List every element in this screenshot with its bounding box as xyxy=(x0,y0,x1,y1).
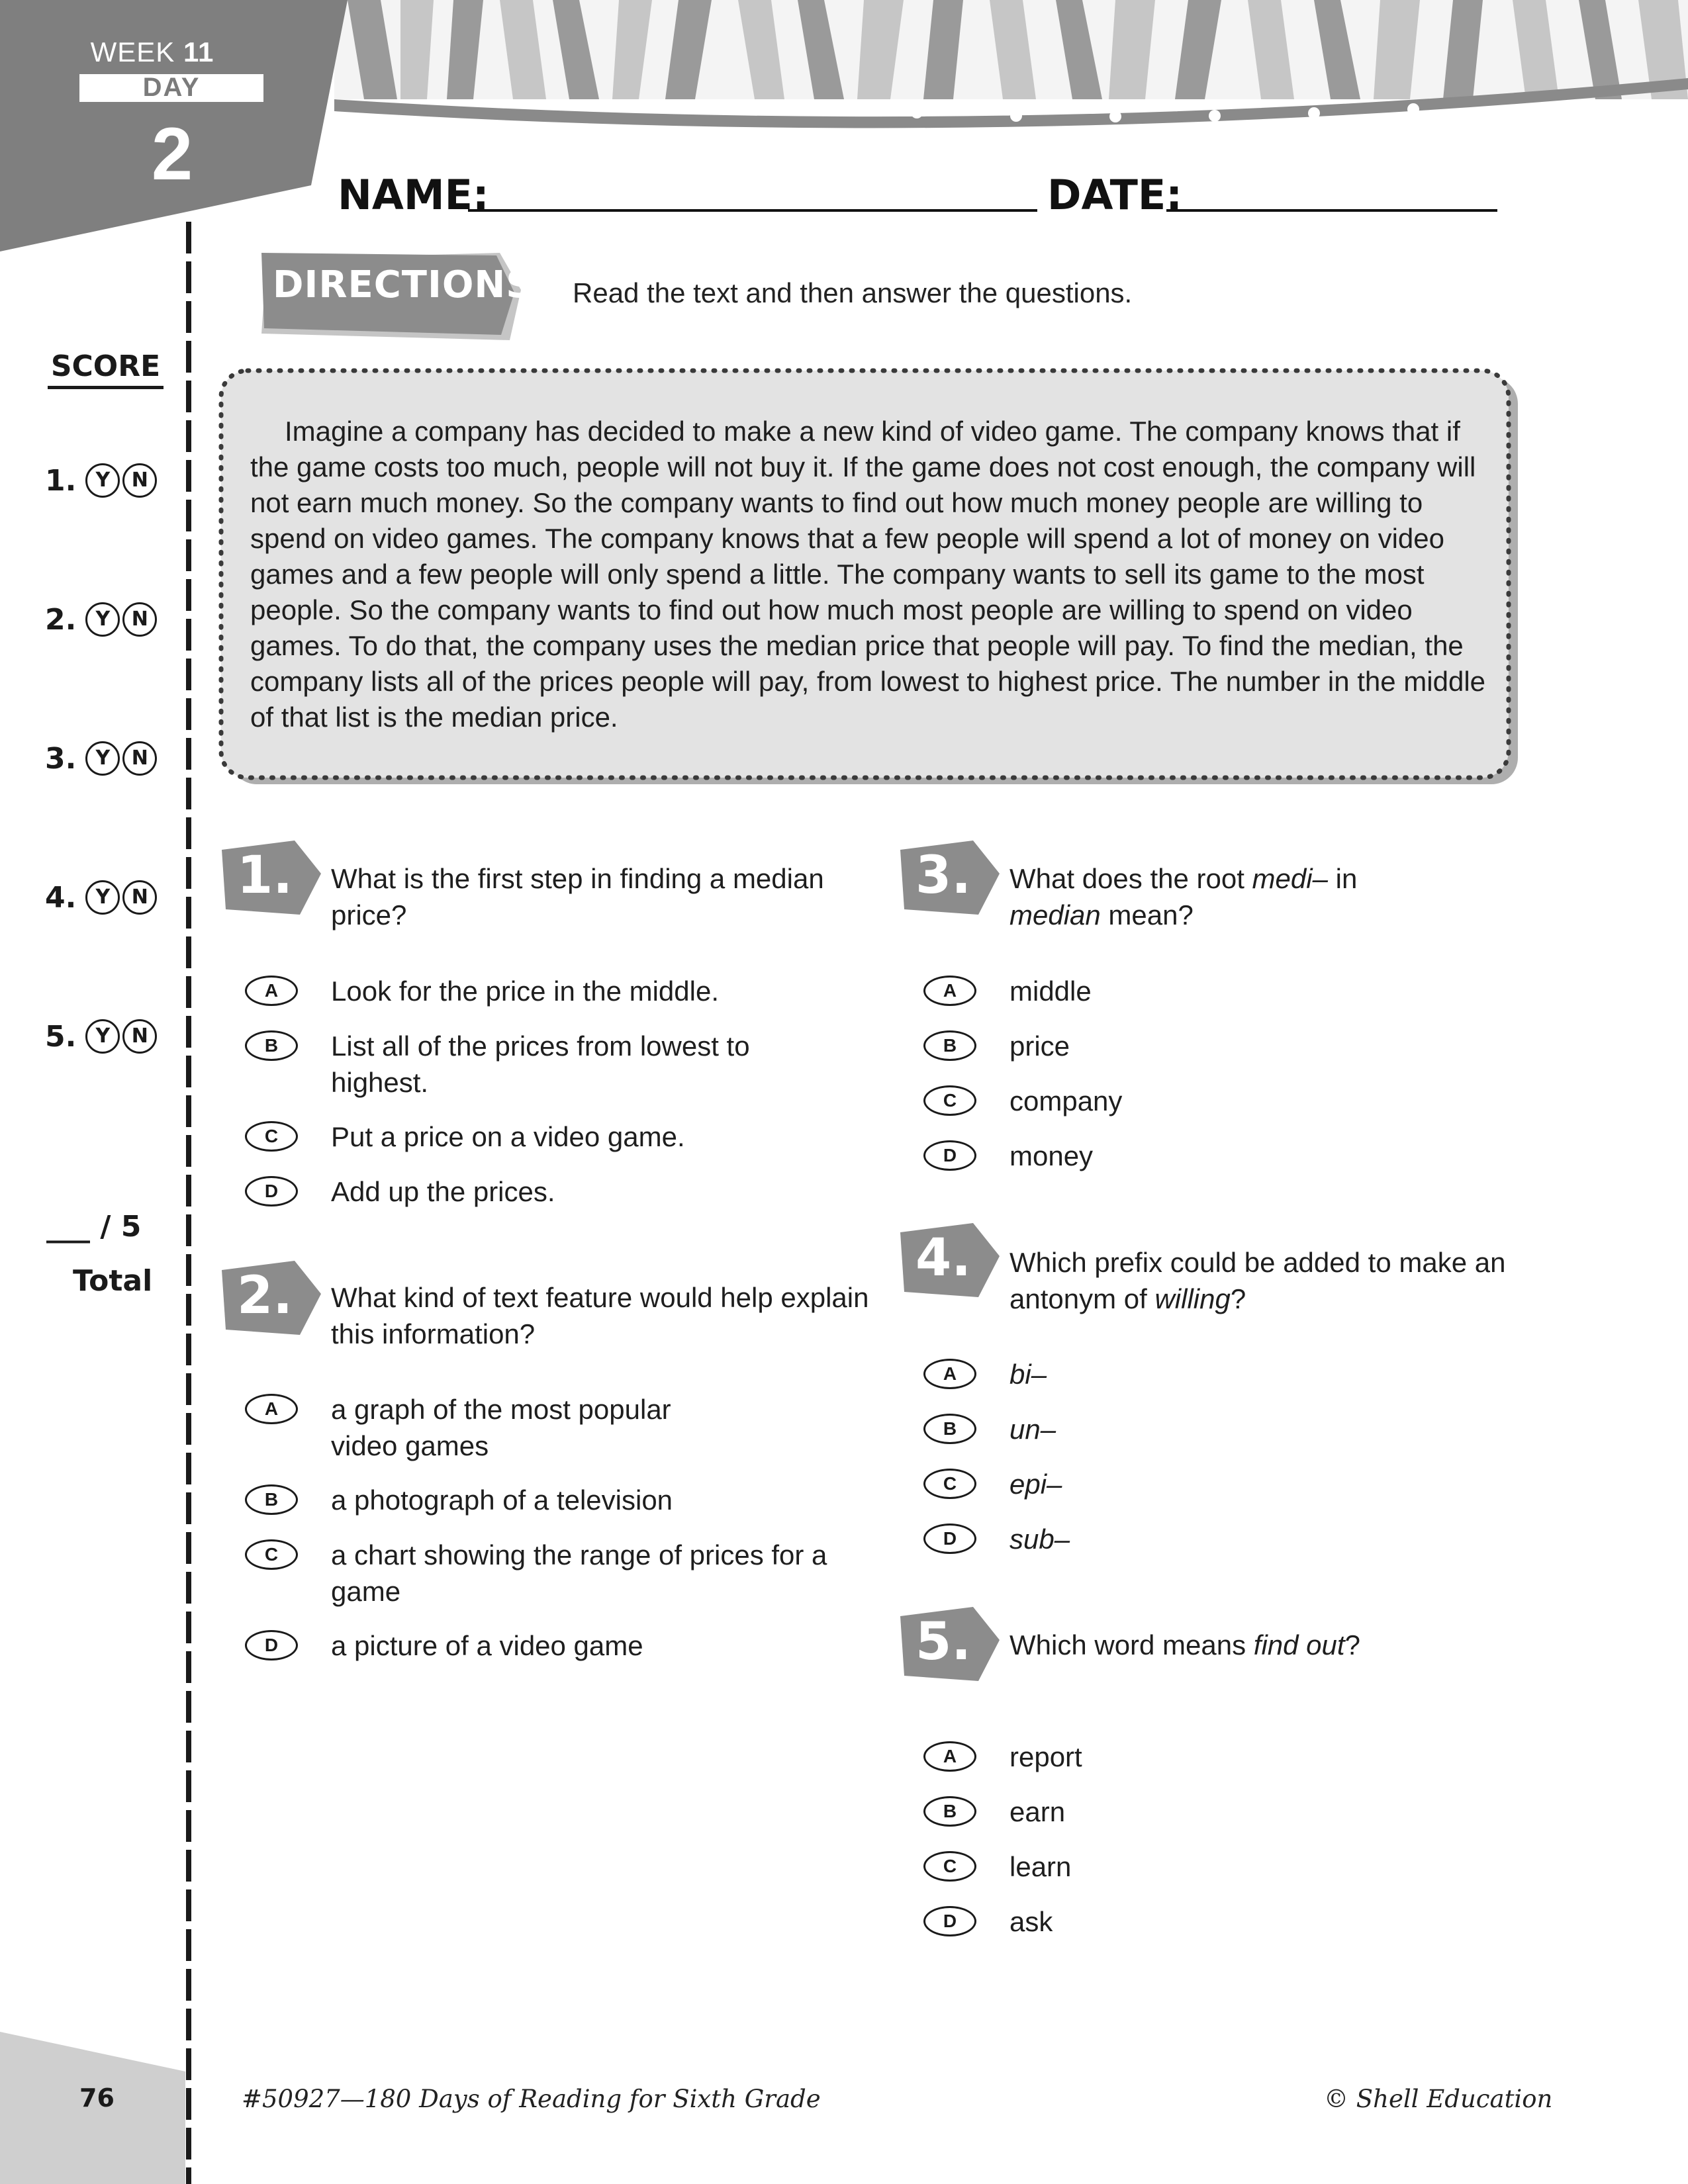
option-d-bubble[interactable]: D xyxy=(923,1524,976,1554)
score-no-circle[interactable]: N xyxy=(122,741,157,776)
header-stripe-decoration xyxy=(334,0,1688,139)
option-d-bubble[interactable]: D xyxy=(923,1906,976,1936)
question-text-part: ? xyxy=(1344,1629,1360,1661)
option-text: middle xyxy=(1009,976,1092,1007)
score-no-circle[interactable]: N xyxy=(122,880,157,915)
option-text: a graph of the most popular video games xyxy=(331,1394,671,1461)
option-text: price xyxy=(1009,1030,1070,1062)
question-term: median xyxy=(1009,899,1101,931)
week-label xyxy=(76,36,228,68)
score-row xyxy=(45,1019,157,1054)
question-text: What is the first step in finding a median price? xyxy=(331,863,824,931)
week-prefix: WEEK xyxy=(90,36,175,68)
option-a-bubble[interactable]: A xyxy=(245,1394,298,1424)
score-row-label: 2. xyxy=(45,602,77,637)
question-text-part: ? xyxy=(1230,1283,1246,1314)
passage-text xyxy=(250,414,1495,735)
option-d-bubble[interactable]: D xyxy=(245,1630,298,1661)
name-field-line[interactable] xyxy=(468,209,1037,212)
question-text-part: What does the root xyxy=(1009,863,1252,894)
option-b-bubble[interactable]: B xyxy=(923,1030,976,1061)
footer-copyright: © Shell Education xyxy=(1324,2085,1553,2113)
date-field-line[interactable] xyxy=(1166,209,1497,212)
option-a-bubble[interactable]: A xyxy=(923,976,976,1006)
option-text: List all of the prices from lowest to highest. xyxy=(331,1030,750,1098)
option-b-bubble[interactable]: B xyxy=(245,1030,298,1061)
day-label: DAY xyxy=(142,73,201,102)
footer-book-title: #50927—180 Days of Reading for Sixth Grade xyxy=(242,2085,821,2113)
option-a-bubble[interactable]: A xyxy=(245,976,298,1006)
date-label: DATE: xyxy=(1047,171,1183,219)
total-score[interactable]: ___ / 5 xyxy=(46,1210,142,1244)
score-no-circle[interactable]: N xyxy=(122,1019,157,1054)
question-text-part: in xyxy=(1327,863,1358,894)
option-text: company xyxy=(1009,1085,1123,1116)
option-c-bubble[interactable]: C xyxy=(923,1085,976,1116)
option-text: Add up the prices. xyxy=(331,1176,555,1207)
directions-text: Read the text and then answer the questions. xyxy=(573,277,1133,308)
question-number: 1. xyxy=(237,846,293,905)
day-number: 2 xyxy=(151,113,193,195)
option-d-bubble[interactable]: D xyxy=(923,1140,976,1171)
question-text xyxy=(1009,1244,1539,1317)
option-text: a picture of a video game xyxy=(331,1630,643,1661)
option-text: Look for the price in the middle. xyxy=(331,976,719,1007)
score-underline xyxy=(48,386,164,389)
option-text: Put a price on a video game. xyxy=(331,1121,685,1152)
score-no-circle[interactable]: N xyxy=(122,602,157,637)
option-text: learn xyxy=(1009,1851,1072,1882)
option-text: earn xyxy=(1009,1796,1066,1827)
score-header: SCORE xyxy=(50,349,161,383)
option-c-bubble[interactable]: C xyxy=(245,1539,298,1570)
option-text: sub– xyxy=(1009,1524,1070,1555)
question-text-part: Which prefix could be added to make an antonym of xyxy=(1009,1247,1506,1314)
option-b-bubble[interactable]: B xyxy=(923,1414,976,1444)
option-b-bubble[interactable]: B xyxy=(923,1796,976,1827)
question-text-part: mean? xyxy=(1100,899,1194,931)
option-text: money xyxy=(1009,1140,1094,1171)
option-text: ask xyxy=(1009,1906,1053,1937)
option-text: a chart showing the range of prices for a game xyxy=(331,1539,827,1607)
option-c-bubble[interactable]: C xyxy=(923,1851,976,1882)
question-text: What kind of text feature would help explain this information? xyxy=(331,1282,869,1349)
score-yes-circle[interactable]: Y xyxy=(85,463,120,498)
question-text-part: Which word means xyxy=(1009,1629,1254,1661)
score-row-label: 5. xyxy=(45,1019,77,1054)
score-yes-circle[interactable]: Y xyxy=(85,602,120,637)
question-number: 2. xyxy=(237,1266,293,1326)
option-a-bubble[interactable]: A xyxy=(923,1359,976,1389)
score-yes-circle[interactable]: Y xyxy=(85,880,120,915)
directions-badge-label: DIRECTIONS xyxy=(273,263,534,306)
question-number: 3. xyxy=(915,846,971,905)
option-c-bubble[interactable]: C xyxy=(245,1121,298,1152)
option-c-bubble[interactable]: C xyxy=(923,1469,976,1499)
option-text: bi– xyxy=(1009,1359,1047,1390)
score-row xyxy=(45,880,157,915)
score-row-label: 4. xyxy=(45,880,77,915)
score-row-label: 1. xyxy=(45,463,77,498)
question-number: 5. xyxy=(915,1612,971,1672)
option-text: report xyxy=(1009,1741,1082,1772)
option-text: epi– xyxy=(1009,1469,1062,1500)
total-label: Total xyxy=(73,1264,153,1298)
score-row xyxy=(45,463,157,498)
question-term: find out xyxy=(1253,1629,1345,1661)
passage-body: Imagine a company has decided to make a new kind of video game. The company knows that if the game costs too much, people will not buy it. If the game does not cost enough, the company will not earn much money. So the company wants to find out how much money people are willing to spend on video games. The company knows that a few people will spend a lot of money on video games and a few people will only spend a little. The company wants to sell its game to the most people. So the company wants to find out how much most people are willing to spend on video games. To do that, the company uses the median price that people will pay. To find the median, the company lists all of the prices people will pay, from lowest to highest price. The number in the middle of that list is the median price. xyxy=(250,416,1486,733)
left-margin-rule xyxy=(185,222,192,2184)
score-yes-circle[interactable]: Y xyxy=(85,1019,120,1054)
score-row xyxy=(45,741,157,776)
score-no-circle[interactable]: N xyxy=(122,463,157,498)
score-yes-circle[interactable]: Y xyxy=(85,741,120,776)
page-number: 76 xyxy=(79,2083,115,2113)
option-d-bubble[interactable]: D xyxy=(245,1176,298,1206)
question-text xyxy=(1009,860,1420,933)
score-row-label: 3. xyxy=(45,741,77,776)
question-text xyxy=(1009,1627,1552,1663)
question-number: 4. xyxy=(915,1228,971,1288)
option-text: a photograph of a television xyxy=(331,1484,673,1516)
name-label: NAME: xyxy=(338,171,489,219)
option-text: un– xyxy=(1009,1414,1056,1445)
option-a-bubble[interactable]: A xyxy=(923,1741,976,1772)
option-b-bubble[interactable]: B xyxy=(245,1484,298,1515)
question-term: willing xyxy=(1154,1283,1231,1314)
week-number: 11 xyxy=(183,36,214,68)
score-row xyxy=(45,602,157,637)
question-root-term: medi– xyxy=(1252,863,1328,894)
